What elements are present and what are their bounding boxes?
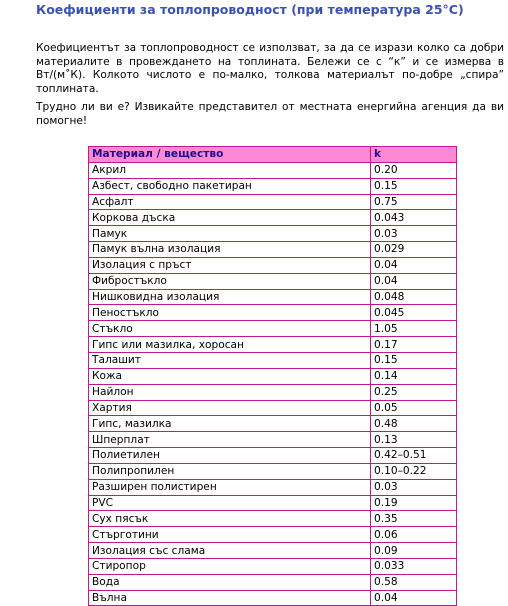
- k-value-cell: 0.13: [371, 432, 457, 448]
- table-row: [89, 543, 457, 559]
- material-cell: PVC: [89, 495, 371, 511]
- header-k: k: [371, 147, 457, 163]
- material-cell: Гипс или мазилка, хоросан: [89, 337, 371, 353]
- k-value-cell: 0.35: [371, 511, 457, 527]
- table-row: [89, 590, 457, 606]
- table-row: [89, 289, 457, 305]
- material-cell: Памук вълна изолация: [89, 242, 371, 258]
- k-value-cell: 0.03: [371, 479, 457, 495]
- k-value-cell: 0.15: [371, 178, 457, 194]
- intro-paragraph: Коефициентът за топлопроводност се използват, за да се изрази колко са добри материалите в провеждането на топлината. Бележи се с “к” и се измерва в Вт/(м˚К). Колкото числото е по-малко, толкова материалът по-добре „спира” топлината.: [36, 42, 504, 95]
- table-row: [89, 226, 457, 242]
- material-cell: Изолация със слама: [89, 543, 371, 559]
- k-value-cell: 0.06: [371, 527, 457, 543]
- table-row: [89, 448, 457, 464]
- help-paragraph: Трудно ли ви е? Извикайте представител от местната енергийна агенция да ви помогне!: [36, 101, 504, 127]
- table-row: [89, 210, 457, 226]
- material-cell: Акрил: [89, 162, 371, 178]
- table-row: [89, 242, 457, 258]
- conductivity-table: [88, 146, 457, 606]
- material-cell: Кожа: [89, 368, 371, 384]
- k-value-cell: 0.25: [371, 384, 457, 400]
- material-cell: Коркова дъска: [89, 210, 371, 226]
- material-cell: Стиропор: [89, 558, 371, 574]
- material-cell: Азбест, свободно пакетиран: [89, 178, 371, 194]
- material-cell: Памук: [89, 226, 371, 242]
- material-cell: Полиетилен: [89, 448, 371, 464]
- k-value-cell: 1.05: [371, 321, 457, 337]
- k-value-cell: 0.04: [371, 273, 457, 289]
- k-value-cell: 0.58: [371, 574, 457, 590]
- k-value-cell: 0.03: [371, 226, 457, 242]
- k-value-cell: 0.048: [371, 289, 457, 305]
- k-value-cell: 0.15: [371, 352, 457, 368]
- material-cell: Полипропилен: [89, 463, 371, 479]
- table-row: [89, 352, 457, 368]
- table-row: [89, 416, 457, 432]
- table-header-row: [89, 147, 457, 163]
- table-row: [89, 337, 457, 353]
- page-title: Коефициенти за топлопроводност (при температура 25°С): [36, 2, 464, 17]
- material-cell: Талашит: [89, 352, 371, 368]
- table-row: [89, 162, 457, 178]
- table-row: [89, 495, 457, 511]
- table-row: [89, 511, 457, 527]
- k-value-cell: 0.04: [371, 257, 457, 273]
- material-cell: Стърготини: [89, 527, 371, 543]
- k-value-cell: 0.033: [371, 558, 457, 574]
- k-value-cell: 0.043: [371, 210, 457, 226]
- k-value-cell: 0.04: [371, 590, 457, 606]
- k-value-cell: 0.029: [371, 242, 457, 258]
- table-row: [89, 194, 457, 210]
- table-row: [89, 321, 457, 337]
- table-body: [89, 162, 457, 606]
- k-value-cell: 0.045: [371, 305, 457, 321]
- material-cell: Найлон: [89, 384, 371, 400]
- table-row: [89, 527, 457, 543]
- table-row: [89, 479, 457, 495]
- k-value-cell: 0.14: [371, 368, 457, 384]
- table-row: [89, 558, 457, 574]
- material-cell: Изолация с пръст: [89, 257, 371, 273]
- material-cell: Вода: [89, 574, 371, 590]
- material-cell: Хартия: [89, 400, 371, 416]
- material-cell: Вълна: [89, 590, 371, 606]
- material-cell: Асфалт: [89, 194, 371, 210]
- table-row: [89, 368, 457, 384]
- table-row: [89, 178, 457, 194]
- material-cell: Пеностъкло: [89, 305, 371, 321]
- header-material: Материал / вещество: [89, 147, 371, 163]
- material-cell: Фибростъкло: [89, 273, 371, 289]
- k-value-cell: 0.17: [371, 337, 457, 353]
- table-row: [89, 273, 457, 289]
- material-cell: Нишковидна изолация: [89, 289, 371, 305]
- material-cell: Разширен полистирен: [89, 479, 371, 495]
- table-row: [89, 463, 457, 479]
- k-value-cell: 0.42–0.51: [371, 448, 457, 464]
- k-value-cell: 0.20: [371, 162, 457, 178]
- material-cell: Стъкло: [89, 321, 371, 337]
- table-row: [89, 574, 457, 590]
- table-row: [89, 384, 457, 400]
- table-row: [89, 257, 457, 273]
- k-value-cell: 0.09: [371, 543, 457, 559]
- k-value-cell: 0.48: [371, 416, 457, 432]
- k-value-cell: 0.75: [371, 194, 457, 210]
- table-row: [89, 432, 457, 448]
- material-cell: Гипс, мазилка: [89, 416, 371, 432]
- k-value-cell: 0.10–0.22: [371, 463, 457, 479]
- material-cell: Сух пясък: [89, 511, 371, 527]
- table-row: [89, 305, 457, 321]
- k-value-cell: 0.05: [371, 400, 457, 416]
- table-row: [89, 400, 457, 416]
- k-value-cell: 0.19: [371, 495, 457, 511]
- material-cell: Шперплат: [89, 432, 371, 448]
